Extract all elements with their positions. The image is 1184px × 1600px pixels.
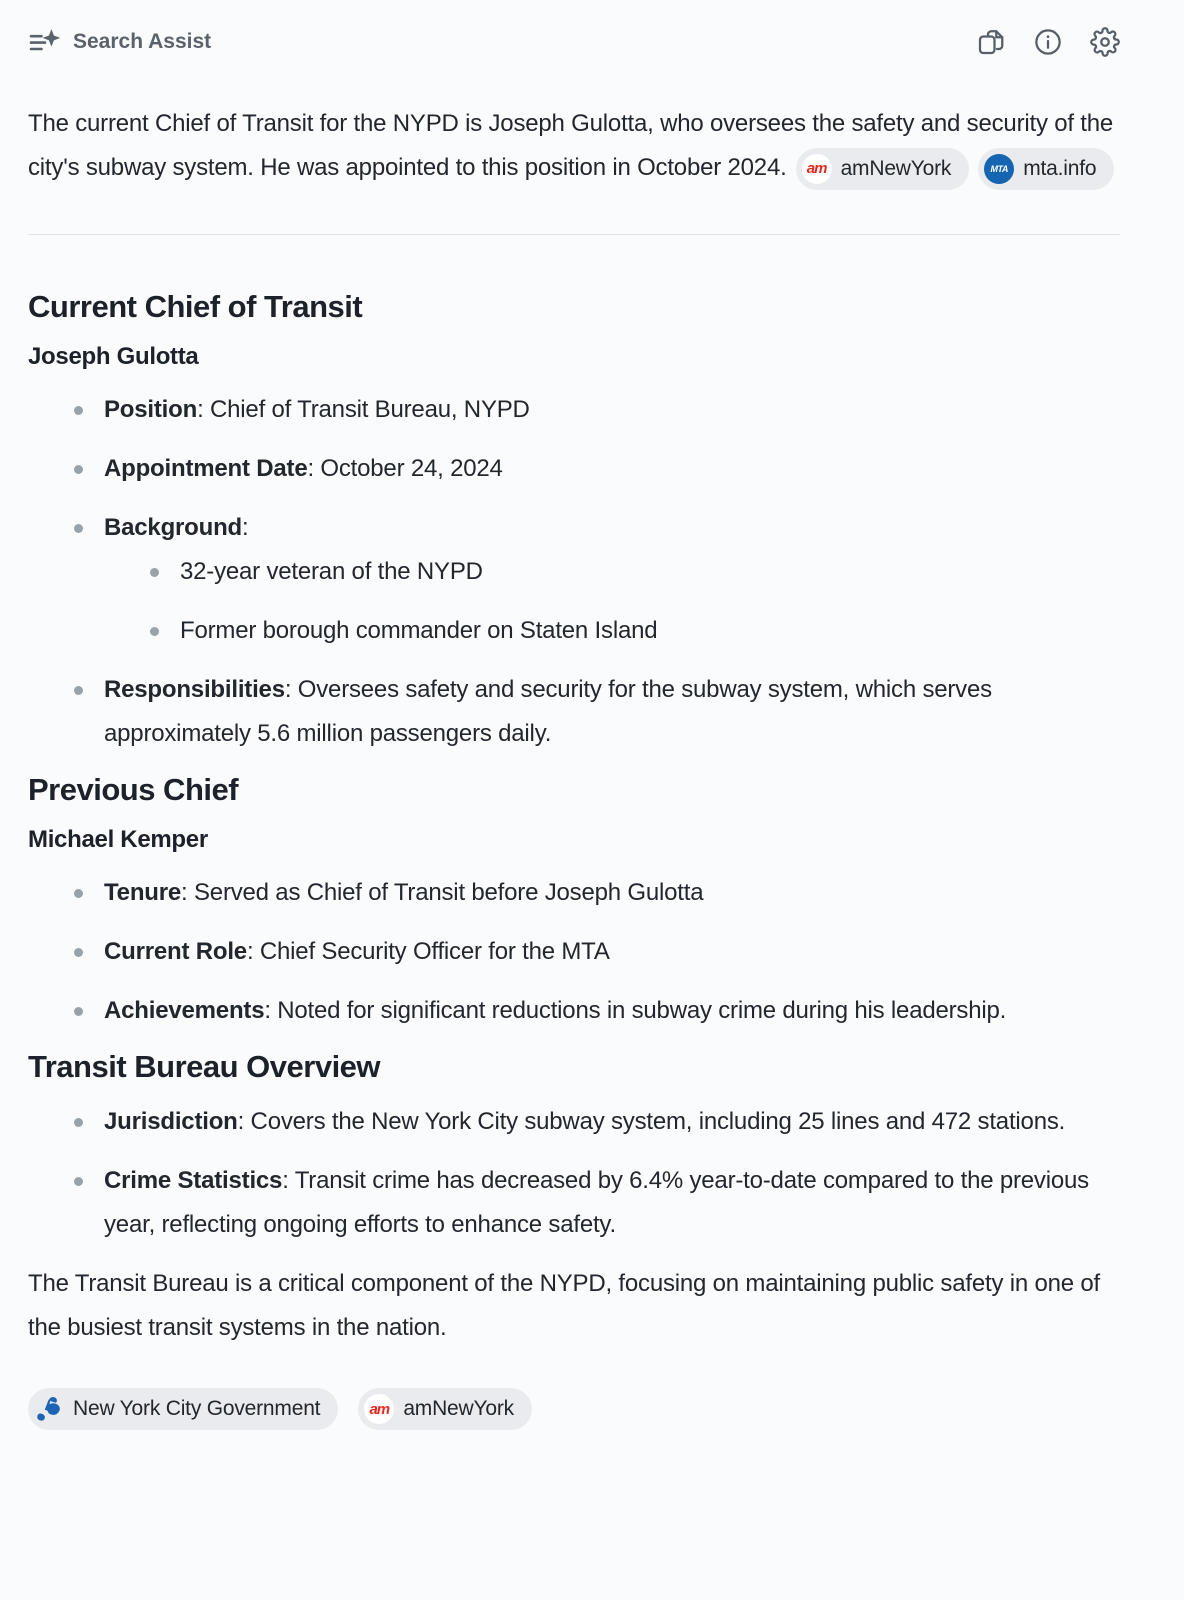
bullet-text: : Noted for significant reductions in subway crime during his leadership. <box>264 997 1007 1024</box>
search-assist-header <box>28 28 211 56</box>
settings-button[interactable] <box>1090 27 1120 57</box>
bullet-label: Current Role <box>104 938 247 965</box>
bullet-label: Jurisdiction <box>104 1108 238 1135</box>
source-pill-nyc-government[interactable] <box>28 1388 338 1430</box>
list-item <box>28 871 1120 915</box>
section-heading: Transit Bureau Overview <box>28 1049 381 1084</box>
section-previous-chief <box>28 771 1120 1033</box>
list-item <box>28 447 1120 491</box>
section-heading: Current Chief of Transit <box>28 289 363 324</box>
bullet-text: : <box>242 514 249 541</box>
bullet-icon <box>74 406 83 415</box>
bullet-label: Crime Statistics <box>104 1167 283 1194</box>
answer-text: The current Chief of Transit for the NYPD is Joseph Gulotta, who oversees the safety and security of the city's subway system. He was appointed to this position in October 2024. <box>28 110 1114 181</box>
source-label: New York City Government <box>73 1397 321 1420</box>
bullet-icon <box>74 948 83 957</box>
list-item <box>104 609 657 653</box>
bullet-icon <box>74 1118 83 1127</box>
list-item <box>28 1159 1120 1247</box>
source-pill-amnewyork[interactable] <box>796 148 970 190</box>
info-button[interactable] <box>1033 27 1063 57</box>
list-item <box>28 989 1120 1033</box>
bullet-text: : Chief of Transit Bureau, NYPD <box>197 396 530 423</box>
list-item <box>28 506 1120 653</box>
sparkle-list-icon <box>28 28 62 56</box>
bullet-icon <box>150 568 159 577</box>
bullet-label: Appointment Date <box>104 455 308 482</box>
bullet-text: : Transit crime has decreased by 6.4% year-to-date compared to the previous year, reflecting ongoing efforts to enhance safety. <box>104 1167 1089 1238</box>
source-label: amNewYork <box>403 1397 514 1420</box>
section-subheading: Michael Kemper <box>28 826 208 853</box>
bullet-icon <box>150 627 159 636</box>
source-label: mta.info <box>1023 156 1097 180</box>
copy-button[interactable] <box>976 27 1006 57</box>
bullet-text: : Chief Security Officer for the MTA <box>246 938 610 965</box>
page-title: Search Assist <box>73 30 212 53</box>
amnewyork-logo-icon: am <box>802 154 832 184</box>
bullet-text: : October 24, 2024 <box>307 455 503 482</box>
list-item <box>28 930 1120 974</box>
bullet-text: 32-year veteran of the NYPD <box>180 558 483 585</box>
list-item <box>28 388 1120 432</box>
copy-icon <box>976 27 1006 57</box>
gear-icon <box>1090 27 1120 57</box>
bullet-icon <box>74 465 83 474</box>
bullet-text: : Covers the New York City subway system, including 25 lines and 472 stations. <box>237 1108 1066 1135</box>
bullet-label: Position <box>104 396 198 423</box>
bullet-label: Background <box>104 514 243 541</box>
bullet-icon <box>74 686 83 695</box>
section-heading: Previous Chief <box>28 772 239 807</box>
bullet-label: Achievements <box>104 997 265 1024</box>
list-item <box>28 668 1120 756</box>
mta-logo-icon: MTA <box>984 154 1014 184</box>
bullet-icon <box>74 889 83 898</box>
footer-sources <box>28 1388 1120 1430</box>
bullet-text: : Oversees safety and security for the subway system, which serves approximately 5.6 million passengers daily. <box>104 676 992 747</box>
bullet-text: Former borough commander on Staten Island <box>180 617 658 644</box>
section-transit-bureau-overview <box>28 1048 1120 1247</box>
bullet-icon <box>74 1007 83 1016</box>
list-item <box>104 550 657 594</box>
section-current-chief <box>28 288 1120 756</box>
divider <box>28 234 1120 235</box>
bullet-label: Responsibilities <box>104 676 285 703</box>
bullet-label: Tenure <box>104 879 182 906</box>
amnewyork-logo-icon: am <box>364 1394 394 1424</box>
source-label: amNewYork <box>840 156 952 180</box>
info-icon <box>1033 27 1063 57</box>
bullet-icon <box>74 1177 83 1186</box>
nyc-map-icon <box>34 1394 64 1424</box>
section-subheading: Joseph Gulotta <box>28 343 199 370</box>
bullet-icon <box>74 524 83 533</box>
list-item <box>28 1100 1120 1144</box>
topbar-actions <box>976 27 1120 57</box>
topbar <box>28 22 1120 62</box>
source-pill-amnewyork[interactable] <box>358 1388 532 1430</box>
source-pill-mta-info[interactable] <box>978 148 1114 190</box>
closing-paragraph: The Transit Bureau is a critical component of the NYPD, focusing on maintaining public safety in one of the busiest transit systems in the nation. <box>28 1270 1100 1341</box>
bullet-text: : Served as Chief of Transit before Joseph Gulotta <box>181 879 704 906</box>
answer-summary <box>28 102 1120 190</box>
